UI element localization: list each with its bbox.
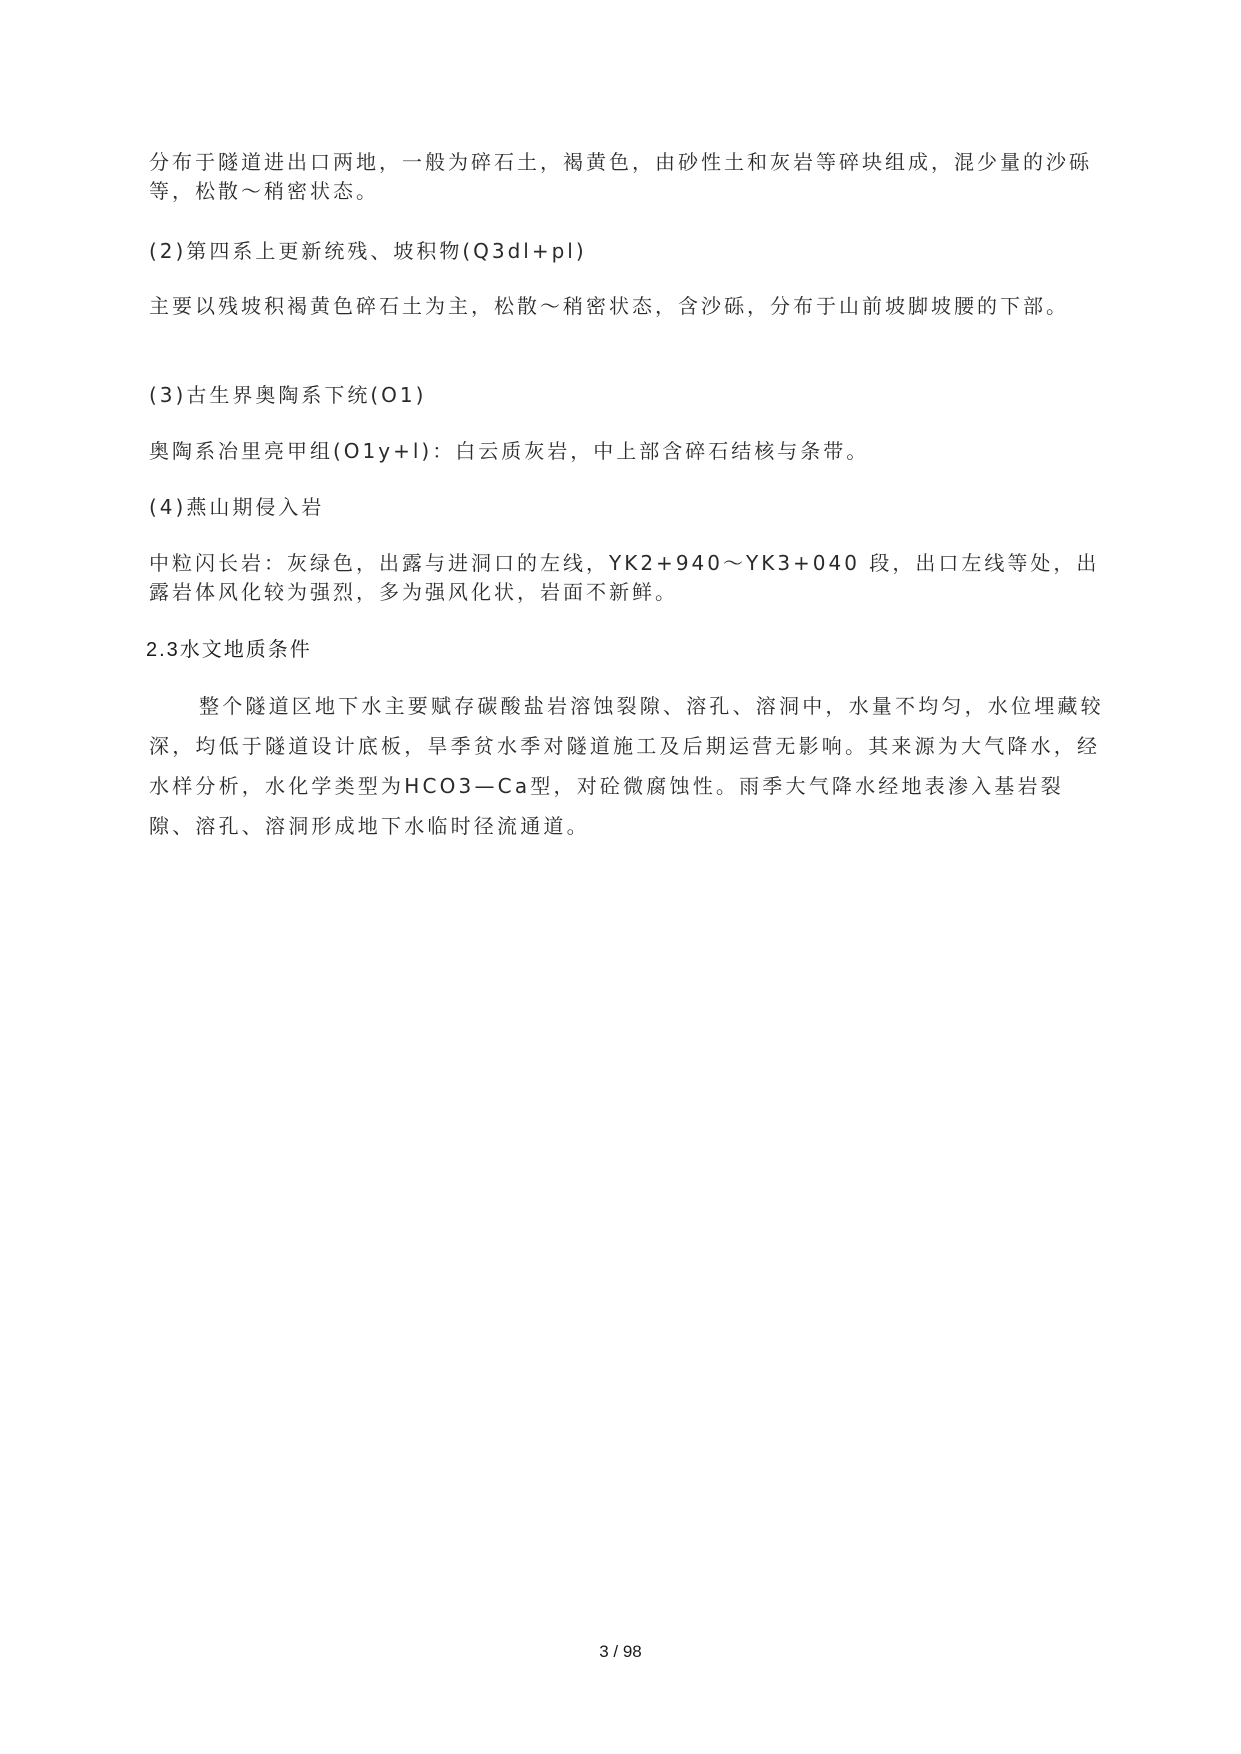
section-heading-hydrogeology: 2.3水文地质条件	[146, 639, 312, 661]
paragraph-quaternary-deposits: 分布于隧道进出口两地，一般为碎石土，褐黄色，由砂性土和灰岩等碎块组成，混少量的沙砾等，松散～稍密状态。	[149, 150, 1092, 203]
paragraph-residual-slope-deposits: 主要以残坡积褐黄色碎石土为主，松散～稍密状态，含沙砾，分布于山前坡脚坡腰的下部。	[149, 294, 1069, 318]
item-heading-quaternary-upper: (2)第四系上更新统残、坡积物(Q3dl+pl)	[149, 239, 587, 263]
item-heading-paleozoic-ordovician: (3)古生界奥陶系下统(O1)	[149, 383, 427, 407]
item-heading-yanshan-intrusive: (4)燕山期侵入岩	[149, 495, 325, 519]
page-number: 3 / 98	[599, 1642, 642, 1661]
paragraph-hydrogeology-body: 整个隧道区地下水主要赋存碳酸盐岩溶蚀裂隙、溶孔、溶洞中，水量不均匀，水位埋藏较深，均低于隧道设计底板，旱季贫水季对隧道施工及后期运营无影响。其来源为大气降水，经水样分析，水化学类型为HCO3—Ca型，对砼微腐蚀性。雨季大气降水经地表渗入基岩裂隙、溶孔、溶洞形成地下水临时径流通道。	[149, 694, 1104, 838]
paragraph-diorite: 中粒闪长岩：灰绿色，出露与进洞口的左线，YK2+940～YK3+040 段，出口左线等处，出露岩体风化较为强烈，多为强风化状，岩面不新鲜。	[149, 551, 1100, 604]
paragraph-ordovician-formation: 奥陶系冶里亮甲组(O1y+l)：白云质灰岩，中上部含碎石结核与条带。	[149, 439, 870, 463]
